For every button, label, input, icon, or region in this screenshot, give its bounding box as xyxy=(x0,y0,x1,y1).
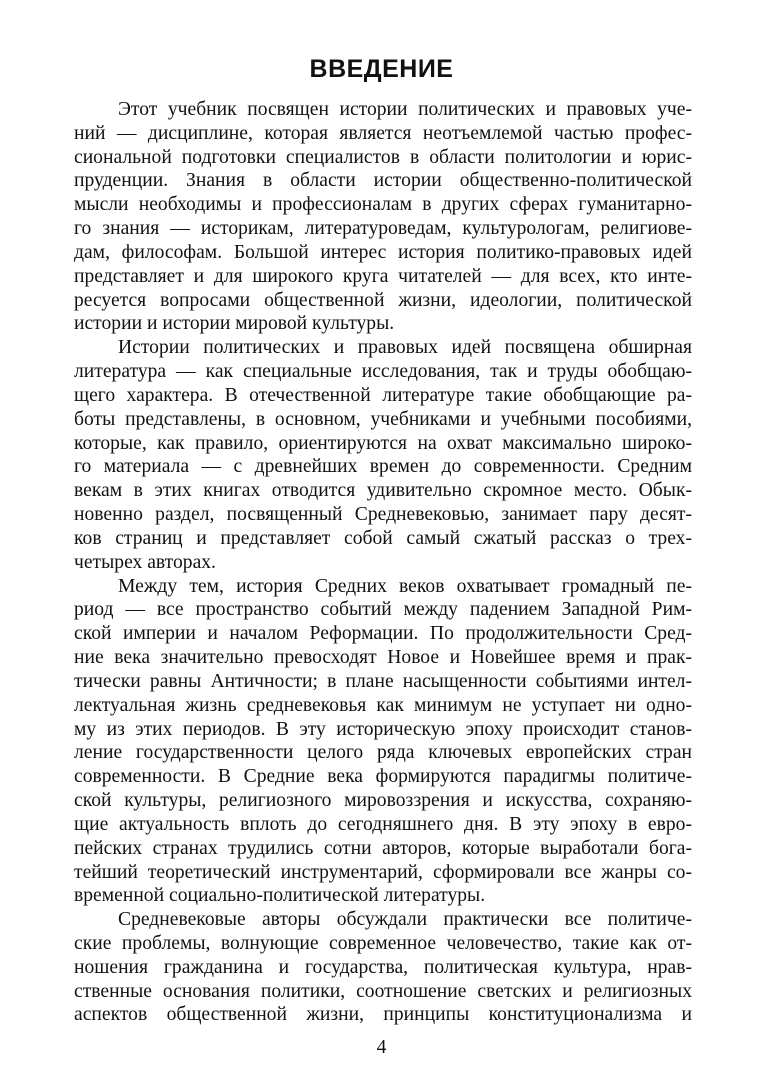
text-line: лектуальная жизнь средневековья как минимум не уступает ни одно- xyxy=(74,694,692,716)
text-line: ние века значительно превосходят Новое и Новейшее время и прак- xyxy=(74,647,692,669)
text-line: истории и истории мировой культуры. xyxy=(74,313,395,335)
text-line: новенно раздел, посвященный Средневековью, занимает пару десят- xyxy=(74,504,692,526)
chapter-title: ВВЕДЕНИЕ xyxy=(309,55,454,83)
text-line: Между тем, история Средних веков охватывает громадный пе- xyxy=(118,575,692,597)
text-line: го материала — с древнейших времен до современности. Средним xyxy=(74,456,692,478)
text-line: Средневековые авторы обсуждали практически все политиче- xyxy=(118,909,692,931)
text-line: ление государственности целого ряда ключевых европейских стран xyxy=(74,742,692,764)
text-line: ношения гражданина и государства, политическая культура, нрав- xyxy=(74,956,692,978)
text-line: му из этих периодов. В эту историческую эпоху происходит станов- xyxy=(74,718,692,740)
text-line: аспектов общественной жизни, принципы конституционализма и xyxy=(74,1004,692,1026)
text-line: ские проблемы, волнующие современное человечество, такие как от- xyxy=(74,932,692,954)
text-line: мысли необходимы и профессионалам в других сферах гуманитарно- xyxy=(74,194,692,216)
text-line: временной социально-политической литературы. xyxy=(74,885,486,907)
text-line: боты представлены, в основном, учебниками и учебными пособиями, xyxy=(74,408,692,430)
text-line: векам в этих книгах отводится удивительно скромное место. Обык- xyxy=(74,480,692,502)
text-line: ний — дисциплине, которая является неотъемлемой частью профес- xyxy=(74,122,692,144)
text-line: ресуется вопросами общественной жизни, идеологии, политической xyxy=(74,289,692,311)
text-line: щие актуальность вплоть до сегодняшнего дня. В эту эпоху в евро- xyxy=(74,813,692,835)
text-line: представляет и для широкого круга читателей — для всех, кто инте- xyxy=(74,265,692,287)
text-line: тейший теоретический инструментарий, сформировали все жанры со- xyxy=(74,861,692,883)
text-line: литература — как специальные исследования, так и труды обобщаю- xyxy=(74,361,692,383)
text-line: пейских странах трудились сотни авторов, которые выработали бога- xyxy=(74,837,692,859)
text-line: ской культуры, религиозного мировоззрения и искусства, сохраняю- xyxy=(74,790,692,812)
text-line: пруденции. Знания в области истории общественно-политической xyxy=(74,170,692,192)
page-number: 4 xyxy=(376,1037,387,1058)
text-line: которые, как правило, ориентируются на охват максимально широко- xyxy=(74,432,692,454)
text-line: тически равны Античности; в плане насыщенности событиями интел- xyxy=(74,670,692,692)
text-line: современности. В Средние века формируются парадигмы политиче- xyxy=(74,766,692,788)
text-line: Истории политических и правовых идей посвящена обширная xyxy=(118,337,692,359)
text-line: щего характера. В отечественной литературе такие обобщающие ра- xyxy=(74,384,692,406)
chapter-body xyxy=(74,98,692,1027)
text-line: риод — все пространство событий между падением Западной Рим- xyxy=(74,599,692,621)
text-line: четырех авторах. xyxy=(74,551,216,573)
text-line: Этот учебник посвящен истории политических и правовых уче- xyxy=(118,99,692,120)
text-line: ков страниц и представляет собой самый сжатый рассказ о трех- xyxy=(74,527,692,549)
text-line: го знания — историкам, литературоведам, культурологам, религиове- xyxy=(74,218,692,240)
text-line: ской империи и началом Реформации. По продолжительности Сред- xyxy=(74,623,692,645)
text-line: ственные основания политики, соотношение светских и религиозных xyxy=(74,980,692,1002)
text-line: сиональной подготовки специалистов в области политологии и юрис- xyxy=(74,146,692,168)
text-line: дам, философам. Большой интерес история политико-правовых идей xyxy=(74,241,692,263)
